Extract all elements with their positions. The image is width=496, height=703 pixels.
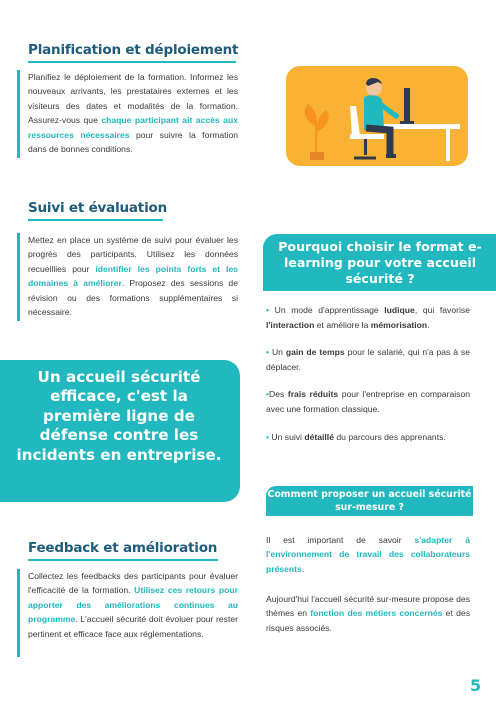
planning-highlight: chaque participant ait accès aux ressources nécessaires <box>28 115 238 140</box>
feedback-text-1: Collectez les feedbacks des participants pour évaluer l'efficacité de la formation. <box>28 571 238 596</box>
custom-offer-paragraph-2 <box>266 592 470 635</box>
benefit-1-text-3: et améliore la <box>314 319 371 330</box>
benefit-3-text-2: pour l'entreprise en comparaison avec une formation classique. <box>266 389 470 414</box>
custom-offer-text-1: Il est important de savoir <box>266 535 415 545</box>
chair-seat <box>350 134 384 139</box>
quote-box <box>0 360 240 502</box>
illustration-svg <box>286 66 468 166</box>
planning-paragraph <box>28 70 238 156</box>
custom-offer-text-1-end: . <box>301 563 305 574</box>
feedback-accent-bar <box>17 569 20 657</box>
benefit-1-bold-2: l'interaction <box>266 319 315 330</box>
bullet-dot: • <box>266 305 270 315</box>
benefit-1-text: Un mode d'apprentissage <box>274 305 385 315</box>
feedback-paragraph <box>28 569 238 641</box>
desk-leg <box>446 129 450 161</box>
planning-heading: Planification et déploiement <box>28 42 239 58</box>
benefit-4-text-2: du parcours des apprenants. <box>333 431 446 442</box>
benefit-2-text-2: pour le salarié, qui n'a pas à se déplacer. <box>266 347 470 372</box>
feedback-heading-rule <box>28 559 218 561</box>
tracking-accent-bar <box>17 233 20 321</box>
planning-accent-bar <box>17 70 20 158</box>
bullet-dot: • <box>266 431 270 442</box>
tracking-paragraph <box>28 233 238 319</box>
benefit-2-text: Un <box>271 347 286 358</box>
planning-text-2: pour suivre la formation dans de bonnes conditions. <box>28 129 239 155</box>
tracking-text-2: . Proposez des sessions de révision ou des formations supplémentaires si nécessaire. <box>28 278 238 318</box>
bullet-dot: • <box>266 389 270 400</box>
page-number: 5 <box>470 676 482 695</box>
benefit-1-text-2: , qui favorise <box>414 305 470 315</box>
office-worker-illustration <box>286 66 468 166</box>
tracking-highlight: identifier les points forts et les domaines à améliorer <box>28 263 239 289</box>
benefit-1-bold-1: ludique <box>384 305 415 315</box>
plant-pot <box>310 152 324 160</box>
list-item <box>266 430 470 445</box>
benefit-2-bold: gain de temps <box>285 347 345 358</box>
bullet-dot: • <box>266 347 270 358</box>
planning-heading-rule <box>28 61 236 63</box>
monitor-base <box>400 121 414 124</box>
custom-offer-highlight-1: s'adapter à l'environnement de travail des collaborateurs présents <box>266 535 470 574</box>
list-item <box>266 387 470 416</box>
custom-offer-highlight-2: fonction des métiers concernés <box>310 608 443 619</box>
chair-post <box>364 139 367 155</box>
custom-offer-paragraph-1 <box>266 533 470 576</box>
list-item <box>266 345 470 374</box>
benefits-list <box>266 303 470 457</box>
benefit-4-bold: détaillé <box>304 431 334 442</box>
why-elearning-title: Pourquoi choisir le format e-learning pour votre accueil sécurité ? <box>278 239 482 286</box>
custom-offer-text-2-end: et des risques associés. <box>266 608 470 633</box>
tracking-text-1: Mettez en place un système de suivi pour évaluer les progrès des participants. Utilisez les données recueillies pour <box>28 235 238 274</box>
list-item <box>266 303 470 332</box>
benefit-4-text: Un suivi <box>271 431 305 442</box>
benefit-3-bold: frais réduits <box>287 389 339 400</box>
why-elearning-box <box>263 234 496 291</box>
feedback-text-2: . L'accueil sécurité doit évoluer pour rester pertinent et efficace face aux réglementations. <box>28 614 238 639</box>
feedback-heading: Feedback et amélioration <box>28 540 218 556</box>
custom-offer-box <box>266 486 473 516</box>
custom-offer-title: Comment proposer un accueil sécurité sur-mesure ? <box>267 489 472 513</box>
feedback-highlight: Utilisez ces retours pour apporter des améliorations continues au programme <box>28 585 238 625</box>
tracking-heading-rule <box>28 219 163 221</box>
custom-offer-text-2: Aujourd'hui l'accueil sécurité sur-mesure propose des thèmes en <box>266 594 470 619</box>
benefit-3-text: Des <box>269 389 288 400</box>
benefit-1-end: . <box>427 319 430 330</box>
quote-text: Un accueil sécurité efficace, c'est la première ligne de défense contre les incidents en entreprise. <box>16 368 222 464</box>
tracking-heading: Suivi et évaluation <box>28 200 167 216</box>
monitor <box>404 88 410 122</box>
benefit-1-bold-3: mémorisation <box>370 319 428 330</box>
planning-text-1: Planifiez le déploiement de la formation. Informez les nouveaux arrivants, les prestataires externes et les visiteurs des dates et modalités de la formation. Assurez-vous que <box>28 72 238 126</box>
